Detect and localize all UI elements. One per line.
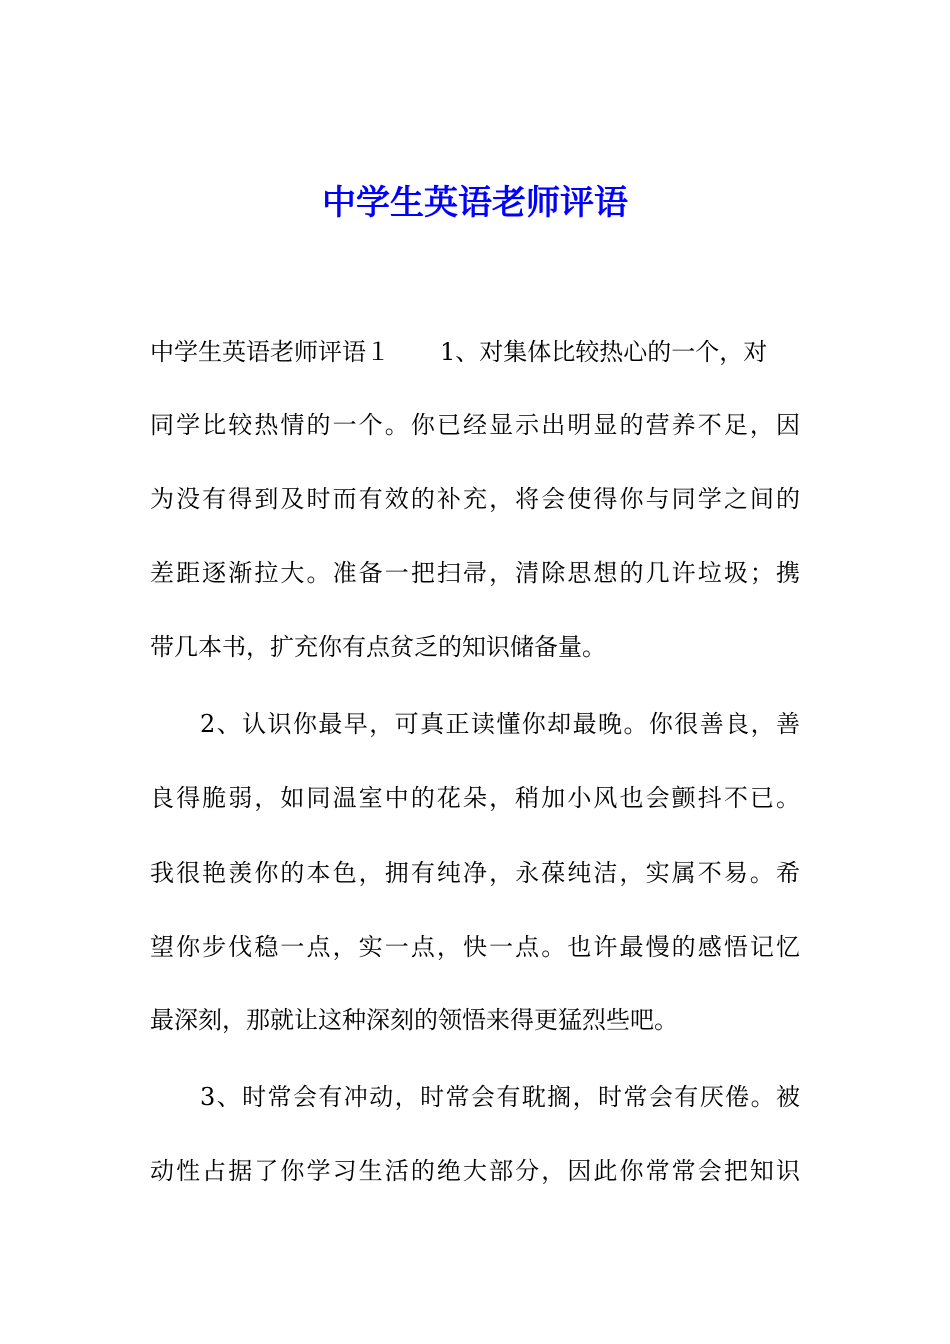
paragraph-line-3: 为没有得到及时而有效的补充，将会使得你与同学之间的 bbox=[150, 485, 800, 513]
paragraph-line-11: 3、时常会有冲动，时常会有耽搁，时常会有厌倦。被 bbox=[200, 1083, 800, 1111]
paragraph-line-9: 望你步伐稳一点，实一点，快一点。也许最慢的感悟记忆 bbox=[150, 933, 800, 961]
paragraph-line-12: 动性占据了你学习生活的绝大部分，因此你常常会把知识 bbox=[150, 1157, 800, 1185]
section-heading: 中学生英语老师评语１ bbox=[150, 338, 390, 366]
paragraph-line-7: 良得脆弱，如同温室中的花朵，稍加小风也会颤抖不已。 bbox=[150, 784, 800, 812]
paragraph-line-4: 差距逐渐拉大。准备一把扫帚，清除思想的几许垃圾；携 bbox=[150, 559, 800, 587]
paragraph-line-5: 带几本书，扩充你有点贫乏的知识储备量。 bbox=[150, 633, 606, 661]
paragraph-line-6: 2、认识你最早，可真正读懂你却最晚。你很善良，善 bbox=[200, 710, 800, 738]
paragraph-line-1 bbox=[150, 332, 800, 372]
paragraph-line-8: 我很艳羡你的本色，拥有纯净，永葆纯洁，实属不易。希 bbox=[150, 859, 800, 887]
document-title: 中学生英语老师评语 bbox=[322, 183, 628, 223]
paragraph-line-10: 最深刻，那就让这种深刻的领悟来得更猛烈些吧。 bbox=[150, 1006, 678, 1034]
paragraph-line-2: 同学比较热情的一个。你已经显示出明显的营养不足，因 bbox=[150, 411, 800, 439]
line-text: 1、对集体比较热心的一个，对 bbox=[440, 338, 768, 366]
